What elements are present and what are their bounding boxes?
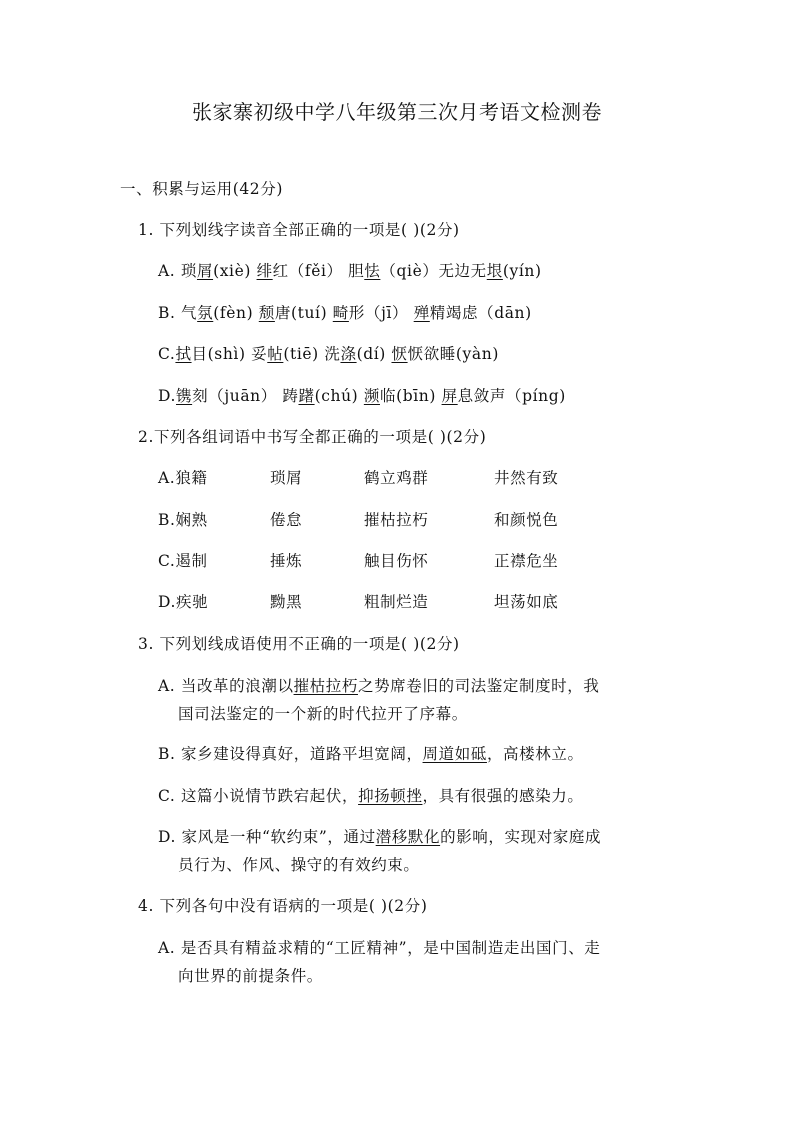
question-1-option-b: B. 气氛(fèn) 颓唐(tuí) 畸形（jī） 殚精竭虑（dān) [158, 304, 532, 322]
question-3-option-d: D. 家风是一种“软约束”，通过潜移默化的影响，实现对家庭成 [158, 828, 602, 846]
question-3-option-a-continued: 国司法鉴定的一个新的时代拉开了序幕。 [178, 705, 468, 723]
question-2-option-b: B.娴熟 倦怠 摧枯拉朽 和颜悦色 [158, 511, 559, 529]
question-4-option-a-continued: 向世界的前提条件。 [178, 967, 323, 985]
question-3-stem: 3. 下列划线成语使用不正确的一项是( )(2分) [138, 635, 460, 653]
question-2-option-a: A.狼籍 琐屑 鹤立鸡群 井然有致 [158, 469, 559, 487]
question-3-option-a: A. 当改革的浪潮以摧枯拉朽之势席卷旧的司法鉴定制度时，我 [158, 677, 600, 695]
question-3-option-c: C. 这篇小说情节跌宕起伏，抑扬顿挫，具有很强的感染力。 [158, 787, 584, 805]
question-2-option-c: C.遏制 捶炼 触目伤怀 正襟危坐 [158, 552, 559, 570]
question-1-stem: 1. 下列划线字读音全部正确的一项是( )(2分) [138, 221, 460, 239]
question-3-option-d-continued: 员行为、作风、操守的有效约束。 [178, 856, 420, 874]
question-1-option-c: C.拭目(shì) 妥帖(tiē) 洗涤(dí) 恹恹欲睡(yàn) [158, 345, 499, 363]
question-2-stem: 2.下列各组词语中书写全都正确的一项是( )(2分) [138, 428, 487, 446]
exam-title: 张家寨初级中学八年级第三次月考语文检测卷 [192, 100, 602, 124]
section-heading: 一、积累与运用(42分) [120, 180, 284, 198]
question-2-option-d: D.疾驰 黝黑 粗制烂造 坦荡如底 [158, 593, 559, 611]
question-1-option-a: A. 琐屑(xiè) 绯红（fěi） 胆怯（qiè）无边无垠(yín) [158, 262, 542, 280]
question-1-option-d: D.镌刻（juān） 踌躇(chú) 濒临(bīn) 屏息敛声（píng) [158, 387, 566, 405]
question-3-option-b: B. 家乡建设得真好，道路平坦宽阔，周道如砥，高楼林立。 [158, 745, 584, 763]
question-4-option-a: A. 是否具有精益求精的“工匠精神”，是中国制造走出国门、走 [158, 939, 601, 957]
question-4-stem: 4. 下列各句中没有语病的一项是( )(2分) [138, 897, 428, 915]
